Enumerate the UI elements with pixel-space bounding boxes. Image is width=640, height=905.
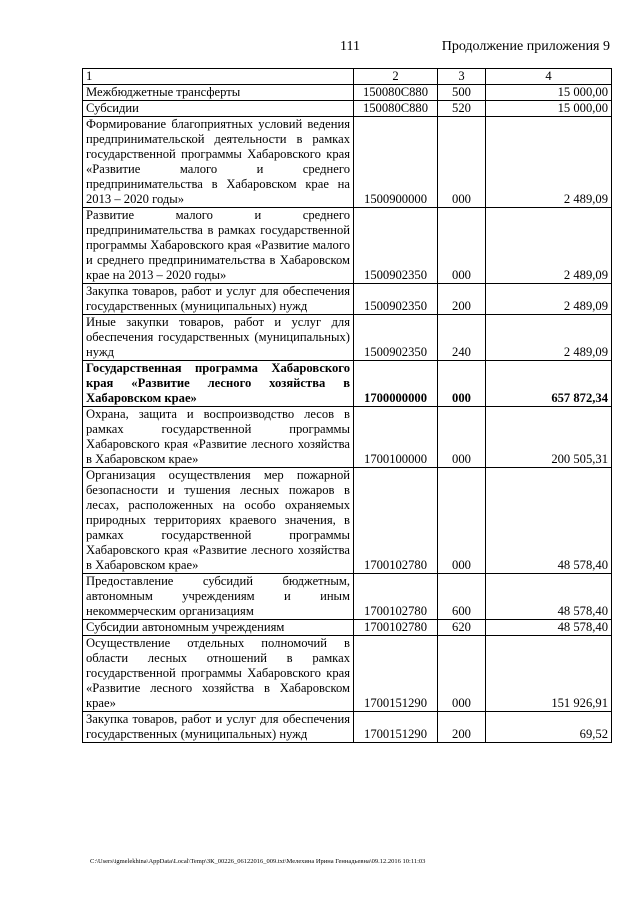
row-name-cell: Развитие малого и среднего предпринимательства в рамках государственной программы Хабаровского края «Развитие малого и среднего предпринимательства в Хабаровском крае на 2013 – 2020 годы»: [83, 208, 354, 284]
row-name-cell: Закупка товаров, работ и услуг для обеспечения государственных (муниципальных) нужд: [83, 712, 354, 743]
budget-table-body: [83, 69, 612, 743]
row-type-cell: 620: [438, 620, 486, 636]
row-amount-cell: 15 000,00: [486, 85, 612, 101]
row-code-cell: 1500902350: [354, 208, 438, 284]
table-row: [83, 361, 612, 407]
table-row: [83, 315, 612, 361]
row-code-cell: 1700100000: [354, 407, 438, 468]
row-amount-cell: 2 489,09: [486, 284, 612, 315]
row-name-cell: Иные закупки товаров, работ и услуг для обеспечения государственных (муниципальных) нужд: [83, 315, 354, 361]
row-amount-cell: 48 578,40: [486, 620, 612, 636]
table-row: [83, 407, 612, 468]
row-type-cell: 000: [438, 361, 486, 407]
column-header-4: 4: [486, 69, 612, 85]
table-row: [83, 208, 612, 284]
row-amount-cell: 15 000,00: [486, 101, 612, 117]
table-row: [83, 574, 612, 620]
table-row: [83, 284, 612, 315]
row-type-cell: 500: [438, 85, 486, 101]
row-amount-cell: 151 926,91: [486, 636, 612, 712]
row-code-cell: 1700102780: [354, 574, 438, 620]
row-code-cell: 1700151290: [354, 712, 438, 743]
row-amount-cell: 69,52: [486, 712, 612, 743]
row-type-cell: 000: [438, 208, 486, 284]
table-row: [83, 620, 612, 636]
budget-table: [82, 68, 612, 743]
table-row: [83, 117, 612, 208]
row-type-cell: 600: [438, 574, 486, 620]
row-type-cell: 000: [438, 407, 486, 468]
row-type-cell: 000: [438, 468, 486, 574]
row-amount-cell: 657 872,34: [486, 361, 612, 407]
row-name-cell: Государственная программа Хабаровского края «Развитие лесного хозяйства в Хабаровском крае»: [83, 361, 354, 407]
table-row: [83, 101, 612, 117]
footer-file-path: C:\Users\igmelekhina\AppData\Local\Temp\ЗК_00226_06122016_009.txt\Мелехина Ирина Геннадьевна\09.12.2016 10:11:03: [90, 858, 426, 865]
row-name-cell: Охрана, защита и воспроизводство лесов в рамках государственной программы Хабаровского края «Развитие лесного хозяйства в Хабаровском крае»: [83, 407, 354, 468]
row-type-cell: 200: [438, 712, 486, 743]
column-header-1: 1: [83, 69, 354, 85]
row-amount-cell: 48 578,40: [486, 574, 612, 620]
row-code-cell: 1700102780: [354, 620, 438, 636]
page-number: 111: [340, 39, 360, 54]
column-header-3: 3: [438, 69, 486, 85]
row-name-cell: Предоставление субсидий бюджетным, автономным учреждениям и иным некоммерческим организациям: [83, 574, 354, 620]
table-row: [83, 85, 612, 101]
row-code-cell: 1700000000: [354, 361, 438, 407]
column-number-row: [83, 69, 612, 85]
row-type-cell: 520: [438, 101, 486, 117]
row-amount-cell: 2 489,09: [486, 208, 612, 284]
row-amount-cell: 200 505,31: [486, 407, 612, 468]
row-type-cell: 240: [438, 315, 486, 361]
row-type-cell: 000: [438, 636, 486, 712]
row-name-cell: Организация осуществления мер пожарной безопасности и тушения лесных пожаров в лесах, расположенных на особо охраняемых природных территориях краевого значения, в рамках государственной программы Хабаровского края «Развитие лесного хозяйства в Хабаровском крае»: [83, 468, 354, 574]
row-code-cell: 1500902350: [354, 315, 438, 361]
row-amount-cell: 48 578,40: [486, 468, 612, 574]
row-amount-cell: 2 489,09: [486, 117, 612, 208]
row-type-cell: 000: [438, 117, 486, 208]
row-name-cell: Формирование благоприятных условий ведения предпринимательской деятельности в рамках государственной программы Хабаровского края «Развитие малого и среднего предпринимательства в Хабаровском крае на 2013 – 2020 годы»: [83, 117, 354, 208]
row-code-cell: 1700102780: [354, 468, 438, 574]
row-name-cell: Закупка товаров, работ и услуг для обеспечения государственных (муниципальных) нужд: [83, 284, 354, 315]
row-name-cell: Межбюджетные трансферты: [83, 85, 354, 101]
table-row: [83, 468, 612, 574]
row-code-cell: 1500900000: [354, 117, 438, 208]
row-type-cell: 200: [438, 284, 486, 315]
row-code-cell: 150080С880: [354, 85, 438, 101]
row-name-cell: Субсидии автономным учреждениям: [83, 620, 354, 636]
row-name-cell: Субсидии: [83, 101, 354, 117]
row-code-cell: 1700151290: [354, 636, 438, 712]
row-code-cell: 150080С880: [354, 101, 438, 117]
row-code-cell: 1500902350: [354, 284, 438, 315]
table-row: [83, 712, 612, 743]
continuation-label: Продолжение приложения 9: [441, 39, 610, 54]
row-name-cell: Осуществление отдельных полномочий в области лесных отношений в рамках государственной программы Хабаровского края «Развитие лесного хозяйства в Хабаровском крае»: [83, 636, 354, 712]
row-amount-cell: 2 489,09: [486, 315, 612, 361]
column-header-2: 2: [354, 69, 438, 85]
table-row: [83, 636, 612, 712]
